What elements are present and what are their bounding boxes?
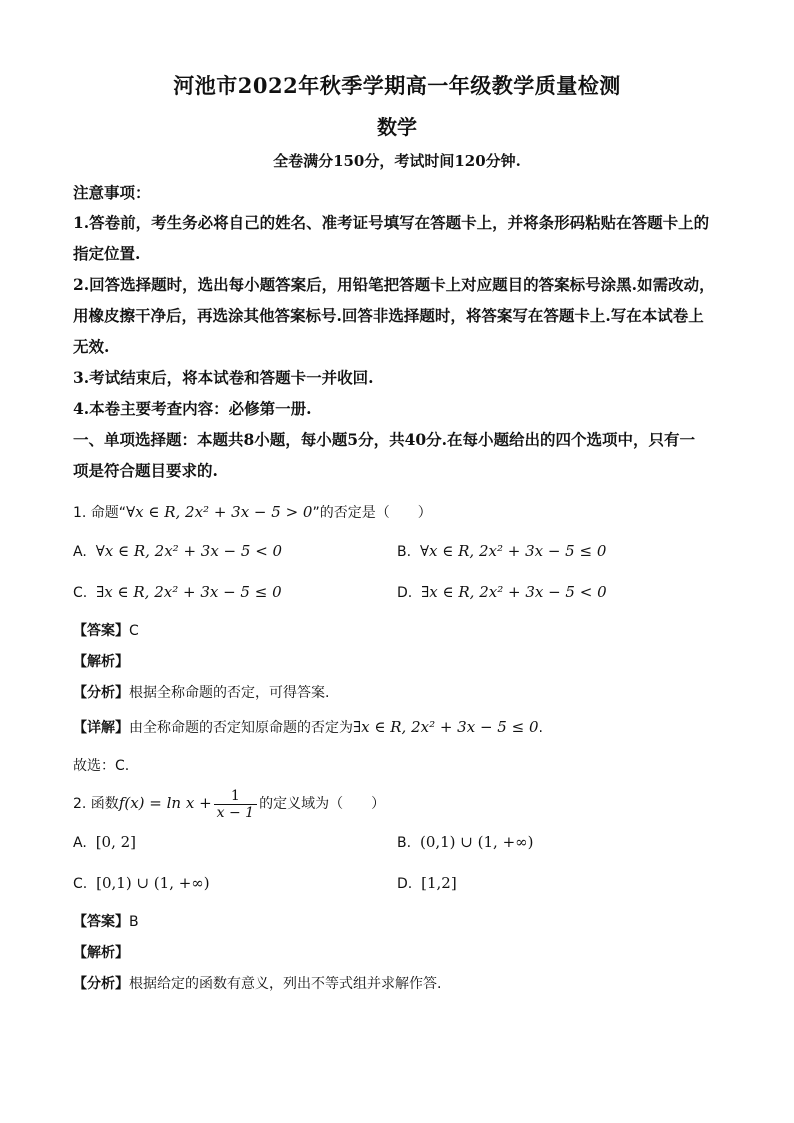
- question-1-analysis-tag: [73, 651, 129, 671]
- answer-value: B: [129, 914, 139, 930]
- option-text: ∀x ∈ R, 2x² + 3x − 5 ≤ 0: [419, 542, 607, 560]
- question-1-stem: [73, 502, 432, 522]
- question-2-prefix: 2. 函数: [73, 796, 119, 812]
- option-text: ∃x ∈ R, 2x² + 3x − 5 < 0: [421, 583, 607, 601]
- notice-item-4: 4.本卷主要考查内容：必修第一册.: [73, 399, 312, 418]
- option-label: C.: [73, 876, 88, 892]
- answer-tag: 【答案】: [73, 914, 129, 930]
- option-label: B.: [397, 544, 412, 560]
- fraction-numerator: 1: [214, 788, 257, 805]
- question-1-option-d: [397, 583, 607, 601]
- xiangjie-prefix: 由全称命题的否定知原命题的否定为: [129, 720, 353, 736]
- option-text: ∀x ∈ R, 2x² + 3x − 5 < 0: [95, 542, 283, 560]
- exam-score-time-note: 全卷满分150分，考试时间120分钟.: [273, 152, 521, 170]
- analysis-tag: 【解析】: [73, 654, 129, 670]
- notice-item-1-line-2: 指定位置.: [73, 244, 141, 263]
- option-text: [0,1) ∪ (1, +∞): [96, 874, 210, 892]
- question-2-fenxi: [73, 973, 441, 993]
- question-1-prefix: 1. 命题“: [73, 505, 127, 521]
- question-2-function: f(x) = ln x +: [118, 794, 212, 812]
- analysis-tag: 【解析】: [73, 945, 129, 961]
- fraction-denominator: x − 1: [216, 804, 255, 821]
- option-label: A.: [73, 544, 87, 560]
- question-2-option-a: [73, 833, 136, 851]
- exam-title: 河池市2022年秋季学期高一年级教学质量检测: [173, 73, 621, 98]
- question-1-xiangjie: [73, 717, 543, 737]
- fenxi-text: 根据全称命题的否定，可得答案.: [129, 685, 330, 701]
- question-1-answer: [73, 620, 139, 640]
- question-2-answer: [73, 911, 139, 931]
- question-2-fraction: [214, 788, 257, 821]
- notice-item-2-line-1: 2.回答选择题时，选出每小题答案后，用铅笔把答题卡上对应题目的答案标号涂黑.如需改动，: [73, 275, 715, 294]
- question-2-suffix: 的定义域为（ ）: [259, 796, 386, 812]
- fenxi-text: 根据给定的函数有意义，列出不等式组并求解作答.: [129, 976, 442, 992]
- question-1-statement: ∀x ∈ R, 2x² + 3x − 5 > 0: [126, 503, 313, 521]
- question-1-option-b: [397, 542, 606, 560]
- option-label: A.: [73, 835, 87, 851]
- xiangjie-suffix: .: [538, 720, 543, 736]
- question-2-analysis-tag: [73, 942, 129, 962]
- question-1-fenxi: [73, 682, 329, 702]
- answer-tag: 【答案】: [73, 623, 129, 639]
- notice-item-1-line-1: 1.答卷前，考生务必将自己的姓名、准考证号填写在答题卡上，并将条形码粘贴在答题卡上的: [73, 213, 710, 232]
- option-text: [0, 2]: [95, 833, 137, 851]
- question-2-option-b: [397, 833, 533, 851]
- question-2-stem: [73, 781, 385, 826]
- option-label: D.: [397, 876, 413, 892]
- xiangjie-tag: 【详解】: [73, 720, 129, 736]
- notice-item-2-line-2: 用橡皮擦干净后，再选涂其他答案标号.回答非选择题时，将答案写在答题卡上.写在本试卷上: [73, 306, 704, 325]
- question-1-choice: 故选：C.: [73, 758, 130, 774]
- question-1-option-a: [73, 542, 282, 560]
- notice-heading: 注意事项：: [73, 183, 151, 202]
- notice-item-3: 3.考试结束后，将本试卷和答题卡一并收回.: [73, 368, 374, 387]
- option-text: ∃x ∈ R, 2x² + 3x − 5 ≤ 0: [96, 583, 282, 601]
- xiangjie-math: ∃x ∈ R, 2x² + 3x − 5 ≤ 0: [353, 718, 539, 736]
- exam-subject: 数学: [377, 115, 417, 139]
- option-label: C.: [73, 585, 88, 601]
- option-label: B.: [397, 835, 412, 851]
- option-label: D.: [397, 585, 413, 601]
- question-1-suffix: ”的否定是（ ）: [312, 505, 432, 521]
- question-2-option-c: [73, 874, 210, 892]
- section-1-heading-line-2: 项是符合题目要求的.: [73, 461, 218, 480]
- fenxi-tag: 【分析】: [73, 685, 129, 701]
- option-text: [1,2]: [421, 874, 457, 892]
- question-2-option-d: [397, 874, 457, 892]
- section-1-heading-line-1: 一、单项选择题：本题共8小题，每小题5分，共40分.在每小题给出的四个选项中，只有一: [73, 430, 696, 449]
- fenxi-tag: 【分析】: [73, 976, 129, 992]
- question-1-option-c: [73, 583, 282, 601]
- option-text: (0,1) ∪ (1, +∞): [419, 833, 534, 851]
- notice-item-2-line-3: 无效.: [73, 337, 110, 356]
- answer-value: C: [129, 623, 139, 639]
